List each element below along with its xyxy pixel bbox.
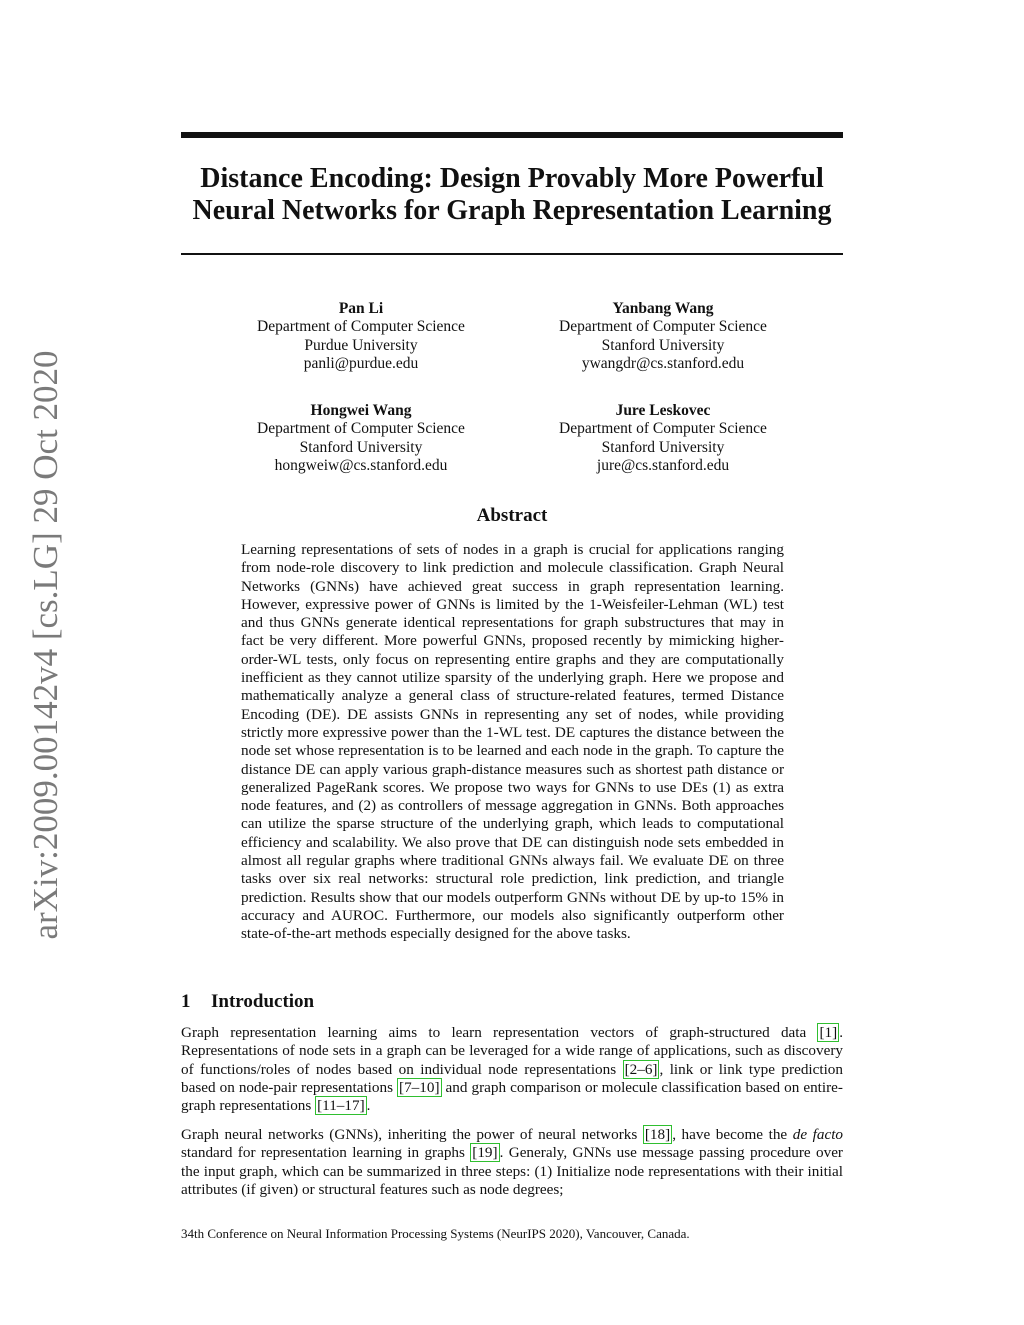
title-line-2: Neural Networks for Graph Representation Learning — [192, 195, 832, 226]
citation-link[interactable]: [1] — [819, 1024, 838, 1041]
text-run: , have become the — [672, 1126, 793, 1143]
text-run: . Representations of node sets in a graph can be leveraged for a wide range of applications, such as discovery of functions/roles of nodes based on individual node representations — [181, 1024, 843, 1078]
intro-paragraph-2 — [181, 1126, 843, 1199]
text-run: , link or link type prediction based on node-pair representations — [181, 1060, 843, 1096]
author-email[interactable]: jure@cs.stanford.edu — [596, 456, 730, 474]
author-block-2 — [513, 300, 813, 373]
abstract-text: Learning representations of sets of nodes in a graph is crucial for applications ranging from node-role discovery to link prediction and molecule classification. Graph Neural Networks (GNNs) have achieved great success in graph representation learning. However, expressive power of GNNs is limited by the 1-Weisfeiler-Lehman (WL) test and thus GNNs generate identical representations for graph substructures that may in fact be very different. More powerful GNNs, proposed recently by mimicking higher-order-WL tests, only focus on representing entire graphs and they are computationally inefficient as they cannot utilize sparsity of the underlying graph. Here we propose and mathematically analyze a general class of structure-related features, termed Distance Encoding (DE). DE assists GNNs in representing any set of nodes, while providing strictly more expressive power than the 1-WL test. DE captures the distance between the node set whose representation is to be learned and each node in the graph. To capture the distance DE can apply various graph-distance measures such as shortest path distance or generalized PageRank scores. We propose two ways for GNNs to use DEs (1) as extra node features, and (2) as controllers of message aggregation in GNNs. Both approaches can utilize the sparse structure of the underlying graph, which leads to computational efficiency and scalability. We also prove that DE can distinguish node sets embedded in almost all regular graphs where traditional GNNs always fail. We evaluate DE on three tasks over six real networks: structural role prediction, link prediction, and triangle prediction. Results show that our models outperform GNNs without DE by up-to 15% in accuracy and AUROC. Furthermore, our models also significantly outperform other state-of-the-art methods especially designed for the above tasks. — [241, 541, 784, 943]
paper-title — [160, 163, 864, 227]
author-block-3 — [211, 402, 511, 475]
author-block-4 — [513, 402, 813, 475]
author-name: Pan Li — [338, 300, 384, 317]
author-email[interactable]: hongweiw@cs.stanford.edu — [274, 456, 448, 474]
author-university: Stanford University — [601, 438, 725, 456]
author-name: Jure Leskovec — [615, 402, 711, 419]
section-heading-introduction — [181, 991, 314, 1013]
text-run: Graph representation learning aims to learn representation vectors of graph-structured data — [181, 1024, 818, 1041]
title-top-rule — [181, 132, 843, 138]
arxiv-identifier: arXiv:2009.00142v4 [cs.LG] 29 Oct 2020 — [26, 350, 65, 940]
author-block-1 — [211, 300, 511, 373]
title-bottom-rule — [181, 253, 843, 255]
author-email[interactable]: ywangdr@cs.stanford.edu — [581, 354, 745, 372]
author-department: Department of Computer Science — [559, 318, 767, 336]
section-title: Introduction — [211, 991, 315, 1012]
section-number: 1 — [181, 991, 191, 1012]
citation-link[interactable]: [19] — [472, 1144, 498, 1162]
author-department: Department of Computer Science — [257, 318, 465, 336]
author-university: Purdue University — [304, 336, 418, 354]
author-university: Stanford University — [601, 336, 725, 354]
author-name: Hongwei Wang — [310, 402, 412, 419]
text-run: Graph neural networks (GNNs), inheriting the power of neural networks — [181, 1126, 643, 1143]
text-run: and graph comparison or molecule classification based on entire-graph representations — [181, 1078, 843, 1115]
abstract-heading: Abstract — [476, 505, 548, 526]
author-name: Yanbang Wang — [612, 300, 714, 317]
author-department: Department of Computer Science — [559, 420, 767, 438]
citation-link[interactable]: [18] — [644, 1126, 671, 1143]
title-line-1: Distance Encoding: Design Provably More Powerful — [200, 163, 824, 194]
author-department: Department of Computer Science — [257, 420, 465, 438]
citation-link[interactable]: [7–10] — [399, 1078, 440, 1096]
citation-link[interactable]: [11–17] — [317, 1097, 365, 1115]
emphasis-text: de facto — [792, 1126, 844, 1143]
author-university: Stanford University — [299, 438, 423, 456]
intro-paragraph-1 — [181, 1024, 843, 1115]
citation-link[interactable]: [2–6] — [624, 1060, 658, 1078]
author-email[interactable]: panli@purdue.edu — [303, 354, 419, 372]
text-run: standard for representation learning in graphs — [181, 1144, 471, 1162]
text-run: . — [366, 1097, 371, 1115]
text-run: . Generaly, GNNs use message passing procedure over the input graph, which can be summarized in three steps: (1) Initialize node representations with their initial attributes (if given) or structural features such as node degrees; — [181, 1144, 843, 1198]
conference-footnote: 34th Conference on Neural Information Processing Systems (NeurIPS 2020), Vancouver, Canada. — [181, 1226, 690, 1241]
